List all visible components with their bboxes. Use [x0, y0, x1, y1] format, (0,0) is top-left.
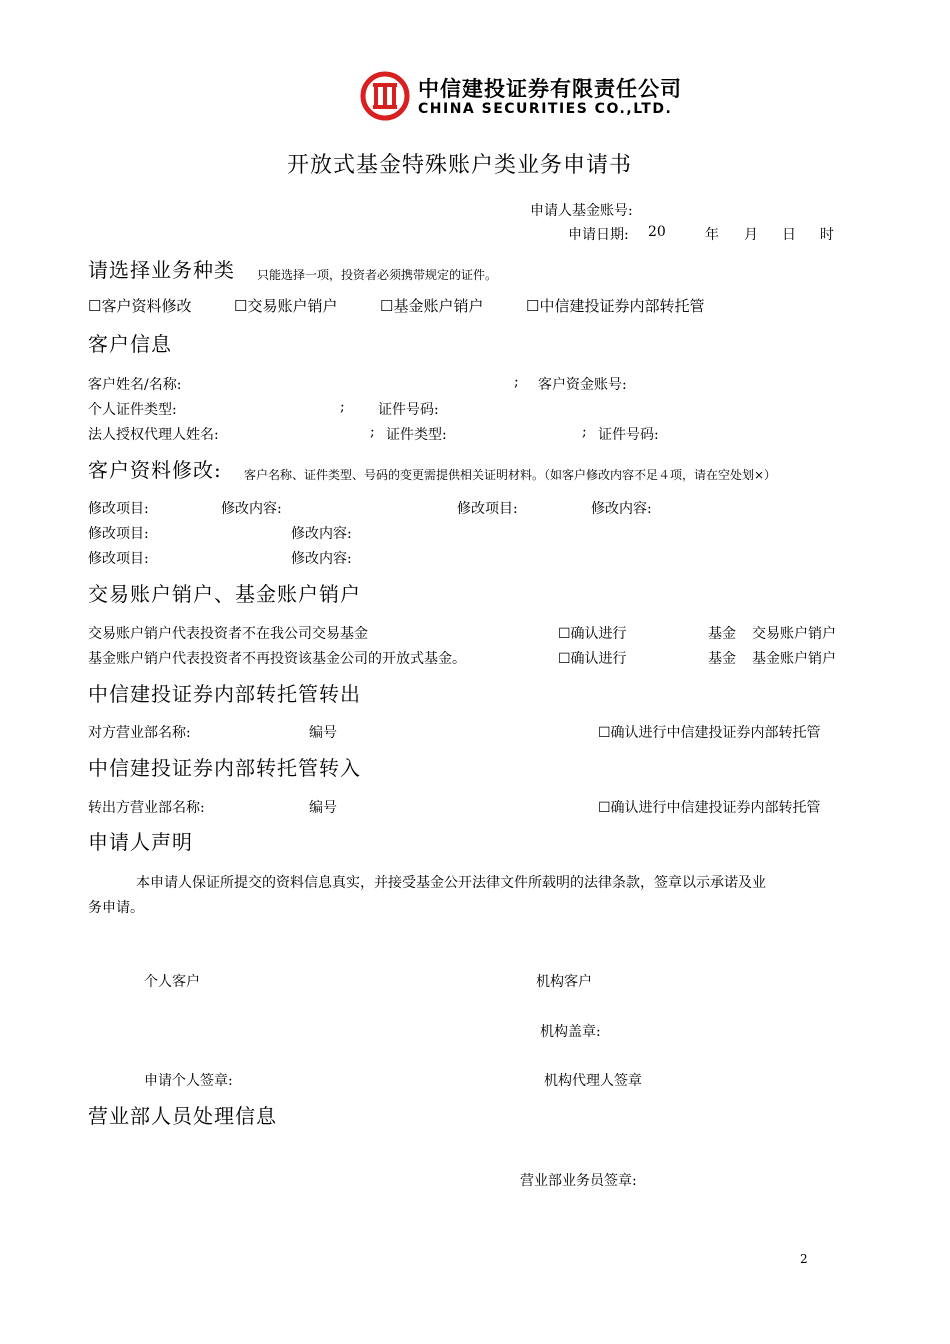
company-name-en: CHINA SECURITIES CO.,LTD.: [418, 101, 673, 117]
option-modify-info[interactable]: ☐客户资料修改: [88, 297, 192, 315]
option-close-trade-account[interactable]: ☐交易账户销户: [234, 297, 338, 315]
transfer-out-confirm[interactable]: ☐确认进行中信建投证券内部转托管: [598, 725, 821, 741]
transfer-out-heading: 中信建投证券内部转托管转出: [88, 682, 361, 706]
trade-close-fund-label: 基金: [708, 626, 736, 642]
separator: ;: [340, 399, 345, 415]
option-internal-transfer[interactable]: ☐中信建投证券内部转托管: [526, 297, 705, 315]
agent-name-label: 法人授权代理人姓名:: [88, 427, 219, 443]
trade-close-confirm[interactable]: ☐确认进行: [558, 626, 627, 642]
separator: ;: [514, 374, 519, 390]
customer-name-label: 客户姓名/名称:: [88, 377, 182, 393]
date-year: 年: [705, 227, 719, 243]
modify-item-label: 修改项目:: [457, 501, 518, 517]
fund-close-action: 基金账户销户: [752, 651, 836, 667]
close-account-heading: 交易账户销户、基金账户销户: [88, 582, 361, 606]
option-close-fund-account[interactable]: ☐基金账户销户: [380, 297, 484, 315]
transfer-in-heading: 中信建投证券内部转托管转入: [88, 756, 361, 780]
fund-account-label: 申请人基金账号:: [530, 203, 633, 219]
business-type-note: 只能选择一项，投资者必须携带规定的证件。: [257, 268, 498, 282]
branch-heading: 营业部人员处理信息: [88, 1104, 277, 1128]
logo-emblem-icon: [360, 71, 410, 121]
modify-content-label: 修改内容:: [291, 551, 352, 567]
agent-signature-label: 机构代理人签章: [544, 1073, 642, 1089]
personal-signature-label: 申请个人签章:: [144, 1073, 233, 1089]
declaration-text: 本申请人保证所提交的资料信息真实，并接受基金公开法律文件所载明的法律条款，签章以示承诺及业: [136, 875, 766, 891]
declaration-text-cont: 务申请。: [88, 900, 144, 916]
customer-info-heading: 客户信息: [88, 332, 172, 356]
id-number-label: 证件号码:: [378, 402, 439, 418]
fund-close-fund-label: 基金: [708, 651, 736, 667]
transfer-out-branch-label: 对方营业部名称:: [88, 725, 191, 741]
date-year-prefix: 20: [648, 224, 666, 240]
fund-close-confirm[interactable]: ☐确认进行: [558, 651, 627, 667]
modify-content-label: 修改内容:: [221, 501, 282, 517]
date-hour: 时: [820, 227, 834, 243]
capital-account-label: 客户资金账号:: [538, 377, 627, 393]
modify-content-label: 修改内容:: [291, 526, 352, 542]
date-month: 月: [744, 227, 758, 243]
page-number: 2: [800, 1252, 808, 1266]
id-type-label: 个人证件类型:: [88, 402, 177, 418]
modify-item-label: 修改项目:: [88, 551, 149, 567]
transfer-out-number-label: 编号: [309, 725, 337, 741]
transfer-in-confirm[interactable]: ☐确认进行中信建投证券内部转托管: [598, 800, 821, 816]
modify-content-label: 修改内容:: [591, 501, 652, 517]
trade-close-action: 交易账户销户: [752, 626, 836, 642]
trade-close-desc: 交易账户销户代表投资者不在我公司交易基金: [88, 626, 368, 642]
company-name-cn: 中信建投证券有限责任公司: [418, 77, 682, 101]
declaration-heading: 申请人声明: [88, 830, 193, 854]
personal-customer-label: 个人客户: [144, 974, 200, 990]
company-logo: [360, 71, 410, 121]
fund-close-desc: 基金账户销户代表投资者不再投资该基金公司的开放式基金。: [88, 651, 466, 667]
separator: ;: [582, 424, 587, 440]
business-type-heading: 请选择业务种类: [88, 258, 235, 282]
institution-customer-label: 机构客户: [536, 974, 592, 990]
date-label: 申请日期:: [568, 227, 629, 243]
agent-id-number-label: 证件号码:: [598, 427, 659, 443]
page-title: 开放式基金特殊账户类业务申请书: [287, 153, 633, 178]
modify-heading: 客户资料修改:: [88, 458, 222, 482]
modify-item-label: 修改项目:: [88, 526, 149, 542]
institution-seal-label: 机构盖章:: [540, 1024, 601, 1040]
agent-id-type-label: 证件类型:: [386, 427, 447, 443]
transfer-in-number-label: 编号: [309, 800, 337, 816]
separator: ;: [370, 424, 375, 440]
modify-item-label: 修改项目:: [88, 501, 149, 517]
transfer-in-branch-label: 转出方营业部名称:: [88, 800, 205, 816]
staff-signature-label: 营业部业务员签章:: [520, 1173, 637, 1189]
modify-note: 客户名称、证件类型、号码的变更需提供相关证明材料。（如客户修改内容不足４项，请在空处划×）: [244, 468, 777, 482]
date-day: 日: [782, 227, 796, 243]
